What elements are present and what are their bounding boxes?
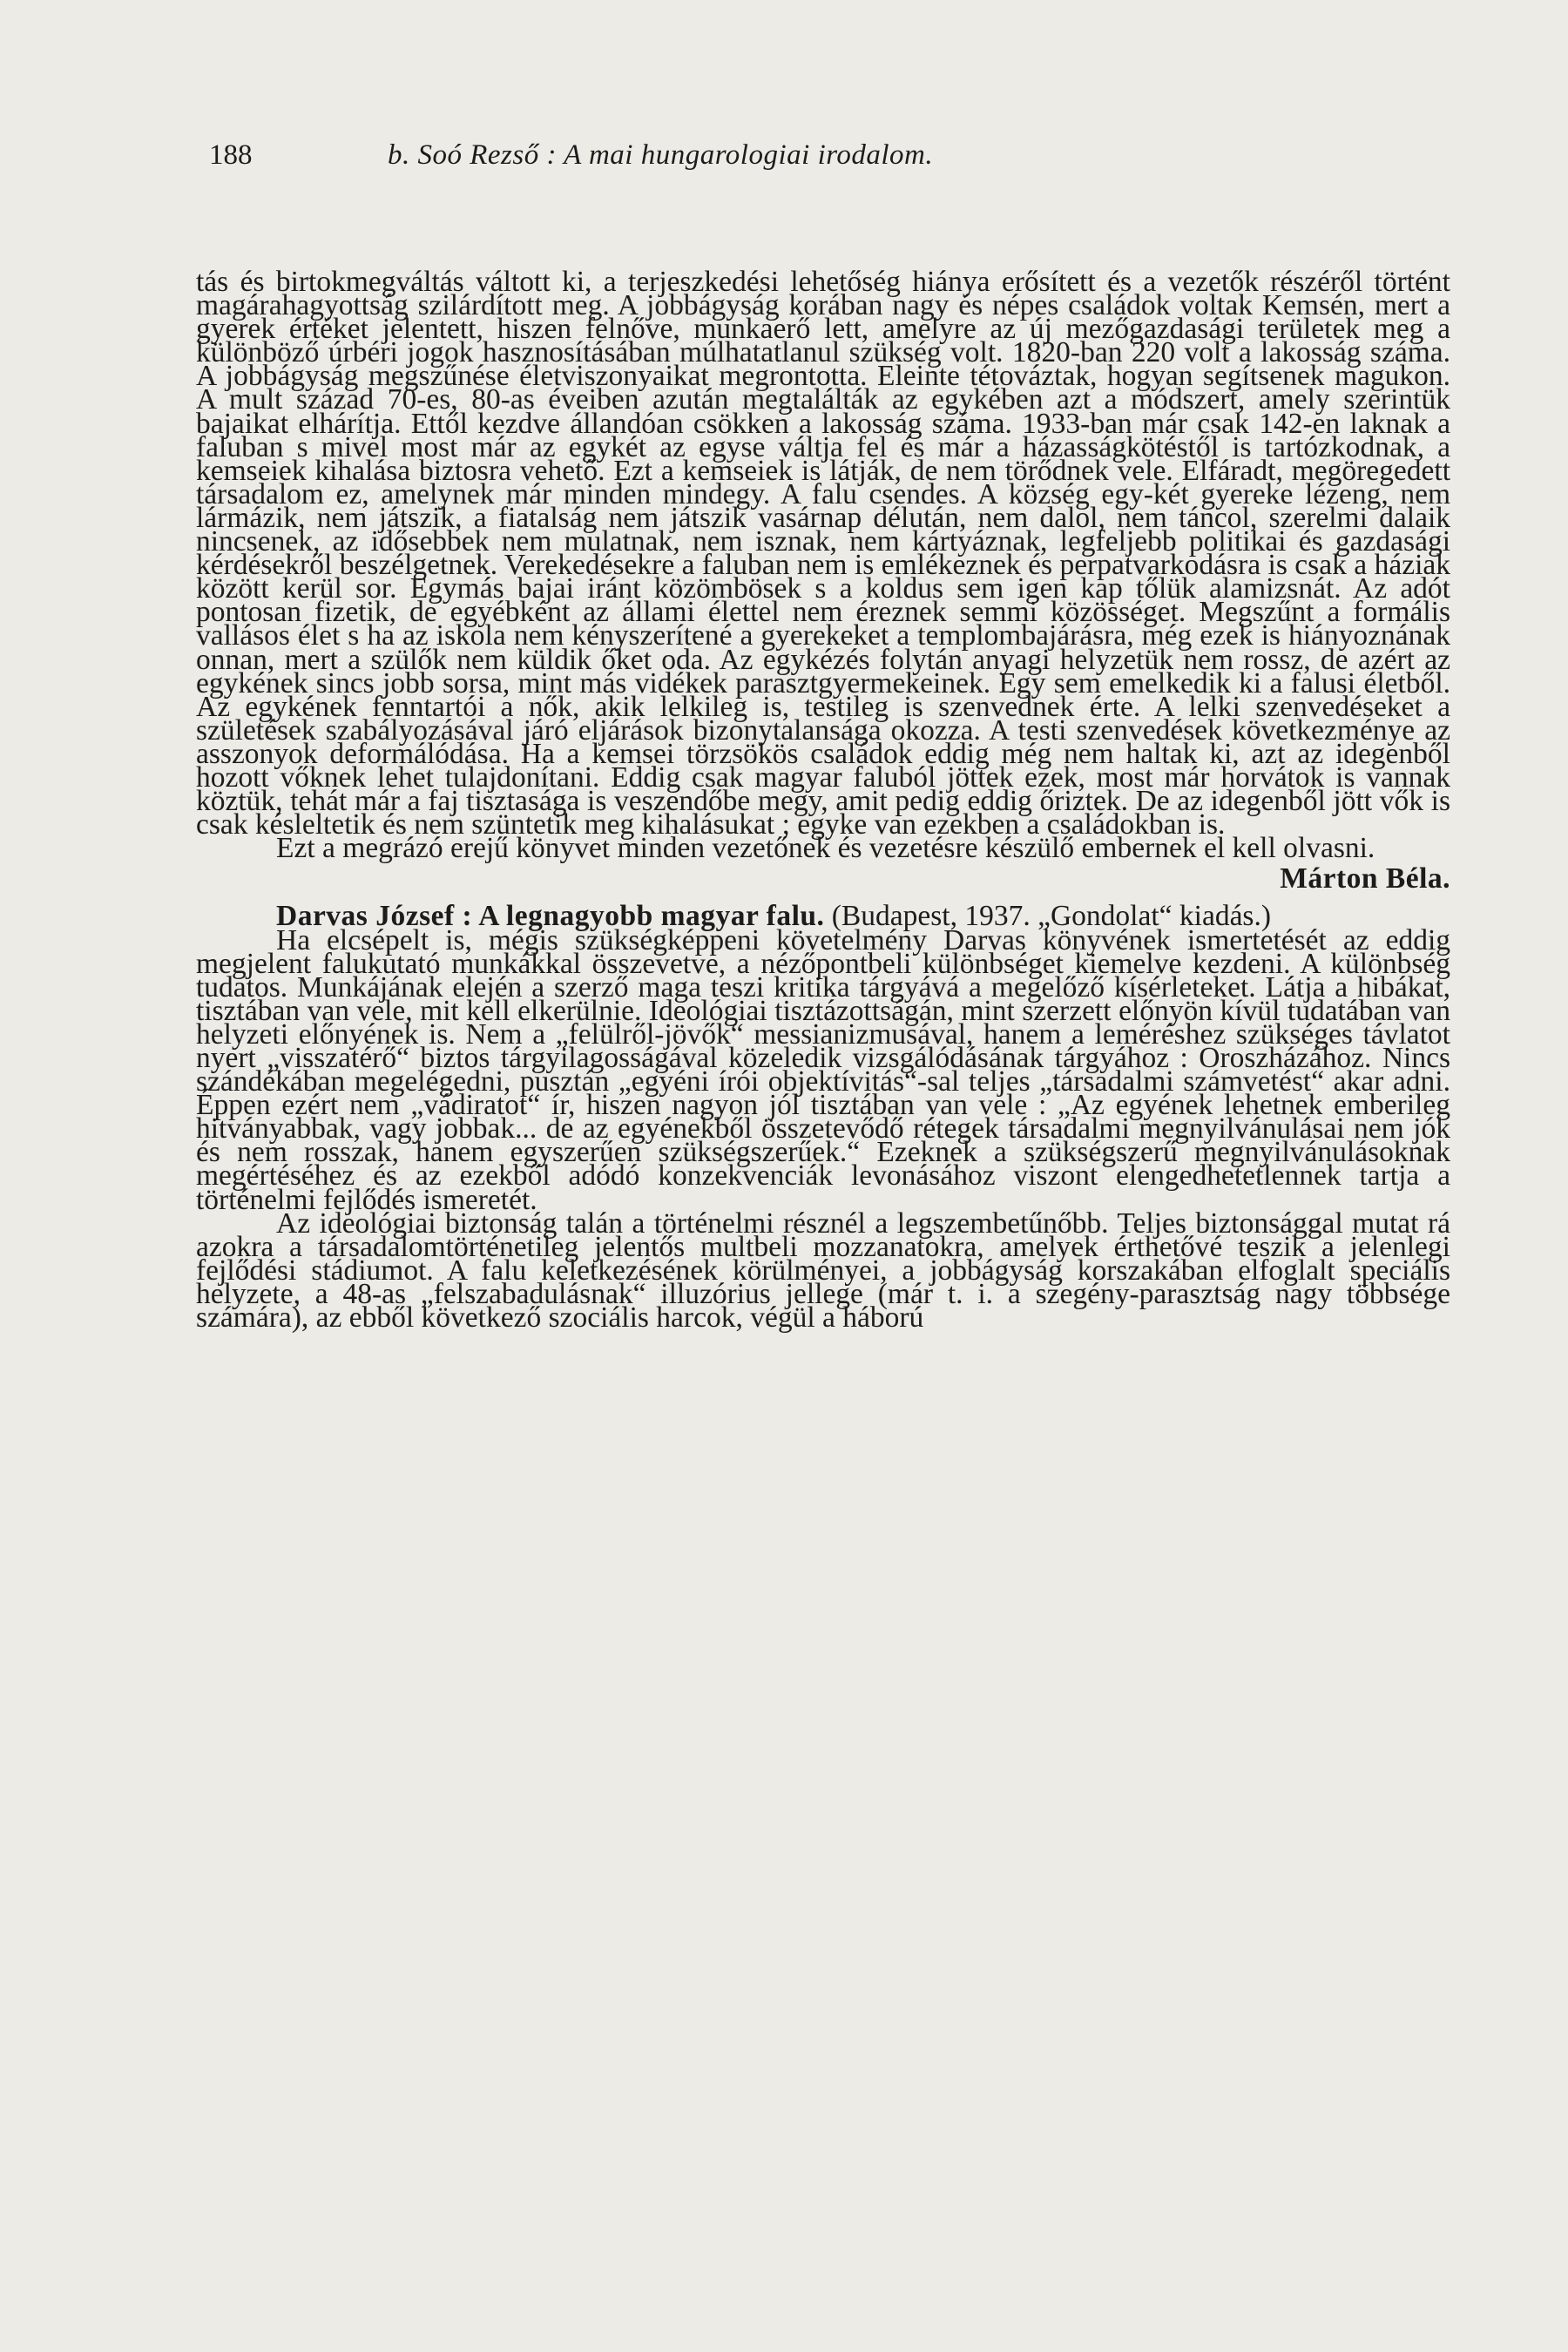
- page-number: 188: [209, 139, 253, 171]
- page-header: [209, 139, 1463, 183]
- review-book-title: Darvas József : A legnagyobb magyar falu.: [276, 900, 825, 933]
- body-paragraph: Ezt a megrázó erejű könyvet minden vezetőnek és vezetésre készülő embernek el kell olvasni.: [276, 832, 1375, 865]
- body-paragraph: tás és birtokmegváltás váltott ki, a terjeszkedési lehetőség hiánya erősített és a vezetők részéről történt magárahagyottság szilárdított meg. A jobbágyság korában nagy és népes családok voltak Kemsén, mert a gyerek értéket jelentett, hiszen felnőve, munkaerő lett, amelyre az új mezőgazdasági területek meg a különböző úrbéri jogok hasznosításában múlhatatlanul szükség volt. 1820-ban 220 volt a lakosság száma. A jobbágyság megszűnése életviszonyaikat megrontotta. Eleinte tétováztak, hogyan segítsenek magukon. A mult század 70-es, 80-as éveiben azután megtalálták az egykében azt a módszert, amely szerintük bajaikat elhárítja. Ettől kezdve állandóan csökken a lakosság száma. 1933-ban már csak 142-en laknak a faluban s mivel most már az egykét az egyse váltja fel és már a házasságkötéstől is tartózkodnak, a kemseiek kihalása biztosra vehető. Ezt a kemseiek is látják, de nem törődnek vele. Elfáradt, megöregedett társadalom ez, amelynek már minden mindegy. A falu csendes. A község egy-két gyereke lézeng, nem lármázik, nem játszik, a fiatalság nem játszik vasárnap délután, nem dalol, nem táncol, szerelmi dalaik nincsenek, az idősebbek nem mulatnak, nem isznak, nem kártyáznak, legfeljebb politikai és gazdasági kérdésekről beszélgetnek. Verekedésekre a faluban nem is emlékeznek és perpatvarkodásra is csak a háziak között kerül sor. Egymás bajai iránt közömbösek s a koldus sem igen kap tőlük alamizsnát. Az adót pontosan fizetik, de egyébként az állami élettel nem éreznek semmi közösséget. Megszűnt a formális vallásos élet s ha az iskola nem kényszerítené a gyerekeket a templombajárásra, még ezek is hiányoznának onnan, mert a szülők nem küldik őket oda. Az egykézés folytán anyagi helyzetük nem rossz, de azért az egykének sincs jobb sorsa, mint más vidékek parasztgyermekeinek. Egy sem emelkedik ki a falusi életből. Az egykének fenntartói a nők, akik lelkileg is, testileg is szenvednek érte. A lelki szenvedéseket a születések szabályozásával járó eljárások bizonytalansága okozza. A testi szenvedések következménye az asszonyok deformálódása. Ha a kemsei törzsökös családok eddig még nem haltak ki, azt az idegenből hozott vőknek lehet tulajdonítani. Eddig csak magyar faluból jöttek ezek, most már horvátok is vannak köztük, tehát már a faj tisztasága is veszendőbe megy, amit pedig eddig őriztek. De az idegenből jött vők is csak késleltetik és nem szüntetik meg kihalásukat ; egyke van ezekben a családokban is.: [196, 266, 1450, 841]
- running-title: b. Soó Rezső : A mai hungarologiai irodalom.: [388, 139, 934, 171]
- body-paragraph: Ha elcsépelt is, mégis szükségképpeni követelmény Darvas könyvének ismertetését az eddig megjelent falukutató munkákkal összevetve, a nézőpontbeli különbséget kiemelve kezdeni. A különbség tudatos. Munkájának elején a szerző maga teszi kritika tárgyává a megelőző kísérleteket. Látja a hibákat, tisztában van vele, mit kell elkerülnie. Ideológiai tisztázottságán, mint szerzett előnyön kívül tudatában van helyzeti előnyének is. Nem a „felülről-jövők“ messianizmusával, hanem a leméréshez szükséges távlatot nyert „visszatérő“ biztos tárgyilagosságával közeledik vizsgálódásának tárgyához : Oroszházához. Nincs szándékában megelégedni, pusztán „egyéni írói objektívitás“-sal teljes „társadalmi számvetést“ akar adni. Éppen ezért nem „vádiratot“ ír, hiszen nagyon jól tisztában van vele : „Az egyének lehetnek emberileg hitványabbak, vagy jobbak... de az egyénekből összetevődő rétegek társadalmi megnyilvánulásai nem jók és nem rosszak, hanem egyszerűen szükségszerűek.“ Ezeknek a szükségszerű megnyilvánulásoknak megértéséhez és az ezekből adódó konzekvenciák levonásához viszont elengedhetetlennek tartja a történelmi fejlődés ismeretét.: [196, 923, 1450, 1216]
- body-paragraph: Az ideológiai biztonság talán a történelmi résznél a legszembetűnőbb. Teljes biztonsággal mutat rá azokra a társadalomtörténetileg jelentős multbeli mozzanatokra, amelyek érthetővé teszik a jelenlegi fejlődési stádiumot. A falu keletkezésének körülményei, a jobbágyság korszakában elfoglalt speciális helyzete, a 48-as „felszabadulásnak“ illuzórius jellege (már t. i. a szegény-parasztság nagy többsége számára), az ebből következő szociális harcok, végül a háború: [196, 1206, 1450, 1335]
- reviewer-signature: Márton Béla.: [1280, 862, 1450, 896]
- review-publication-info: (Budapest, 1937. „Gondolat“ kiadás.): [831, 900, 1271, 933]
- article-body: [196, 266, 1450, 1335]
